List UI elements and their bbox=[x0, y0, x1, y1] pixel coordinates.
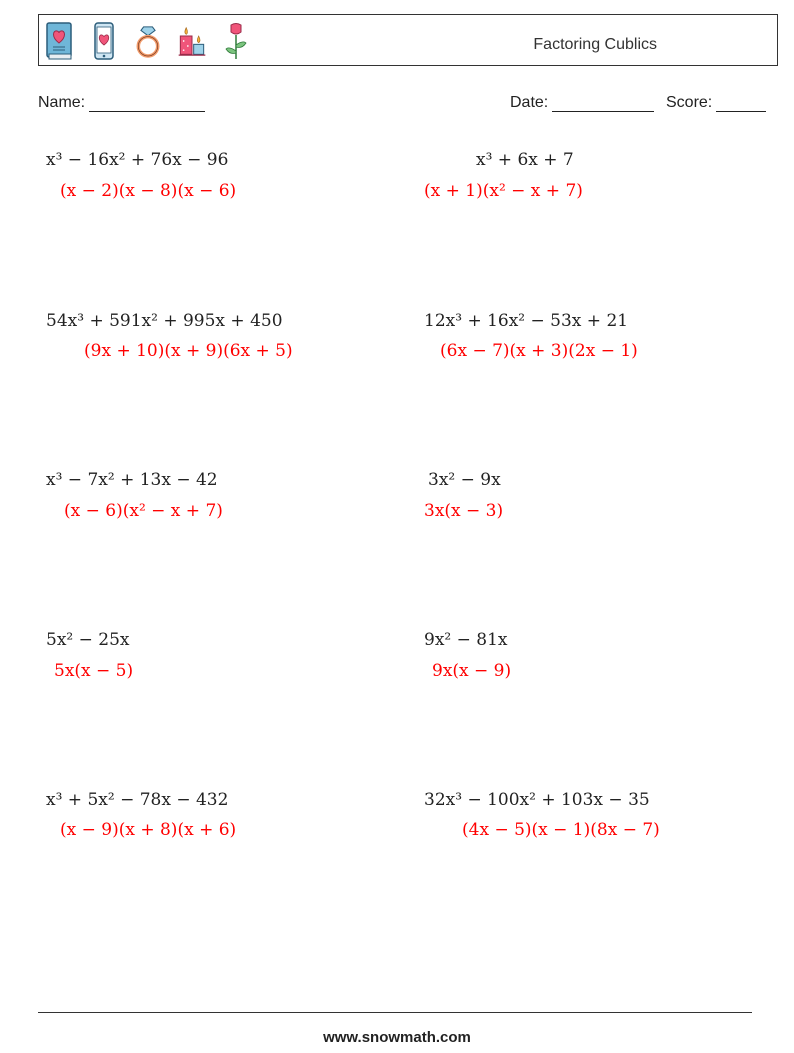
problem-2: x³ + 6x + 7 bbox=[476, 150, 574, 170]
problem-1: x³ − 16x² + 76x − 96 bbox=[46, 150, 229, 170]
footer-divider bbox=[38, 1012, 752, 1013]
answer-8: 9x(x − 9) bbox=[432, 661, 512, 681]
answer-1: (x − 2)(x − 8)(x − 6) bbox=[60, 181, 237, 201]
date-label: Date: bbox=[510, 94, 549, 111]
problem-3: 54x³ + 591x² + 995x + 450 bbox=[46, 311, 283, 331]
header-box bbox=[38, 14, 778, 66]
answer-10: (4x − 5)(x − 1)(8x − 7) bbox=[462, 820, 660, 840]
answer-3: (9x + 10)(x + 9)(6x + 5) bbox=[84, 341, 293, 361]
ring-icon bbox=[133, 19, 163, 63]
footer-url: www.snowmath.com bbox=[323, 1029, 471, 1046]
score-blank bbox=[716, 97, 766, 112]
name-label: Name: bbox=[38, 94, 86, 111]
date-blank bbox=[552, 97, 654, 112]
phone-heart-icon bbox=[89, 19, 119, 63]
date-field bbox=[510, 94, 654, 112]
problem-9: x³ + 5x² − 78x − 432 bbox=[46, 790, 229, 810]
rose-icon bbox=[221, 19, 251, 63]
score-field bbox=[666, 94, 766, 112]
name-field bbox=[38, 94, 205, 112]
answer-9: (x − 9)(x + 8)(x + 6) bbox=[60, 820, 237, 840]
problem-8: 9x² − 81x bbox=[424, 630, 508, 650]
problem-4: 12x³ + 16x² − 53x + 21 bbox=[424, 311, 629, 331]
answer-4: (6x − 7)(x + 3)(2x − 1) bbox=[440, 341, 638, 361]
problem-5: x³ − 7x² + 13x − 42 bbox=[46, 470, 218, 490]
book-heart-icon bbox=[45, 19, 75, 63]
name-blank bbox=[89, 97, 205, 112]
candles-icon bbox=[177, 19, 207, 63]
answer-2: (x + 1)(x² − x + 7) bbox=[424, 181, 583, 201]
answer-6: 3x(x − 3) bbox=[424, 501, 504, 521]
worksheet-title: Factoring Cublics bbox=[533, 36, 657, 53]
problem-7: 5x² − 25x bbox=[46, 630, 130, 650]
score-label: Score: bbox=[666, 94, 713, 111]
icon-strip bbox=[45, 19, 251, 63]
problem-6: 3x² − 9x bbox=[428, 470, 501, 490]
problem-10: 32x³ − 100x² + 103x − 35 bbox=[424, 790, 650, 810]
answer-7: 5x(x − 5) bbox=[54, 661, 134, 681]
answer-5: (x − 6)(x² − x + 7) bbox=[64, 501, 223, 521]
